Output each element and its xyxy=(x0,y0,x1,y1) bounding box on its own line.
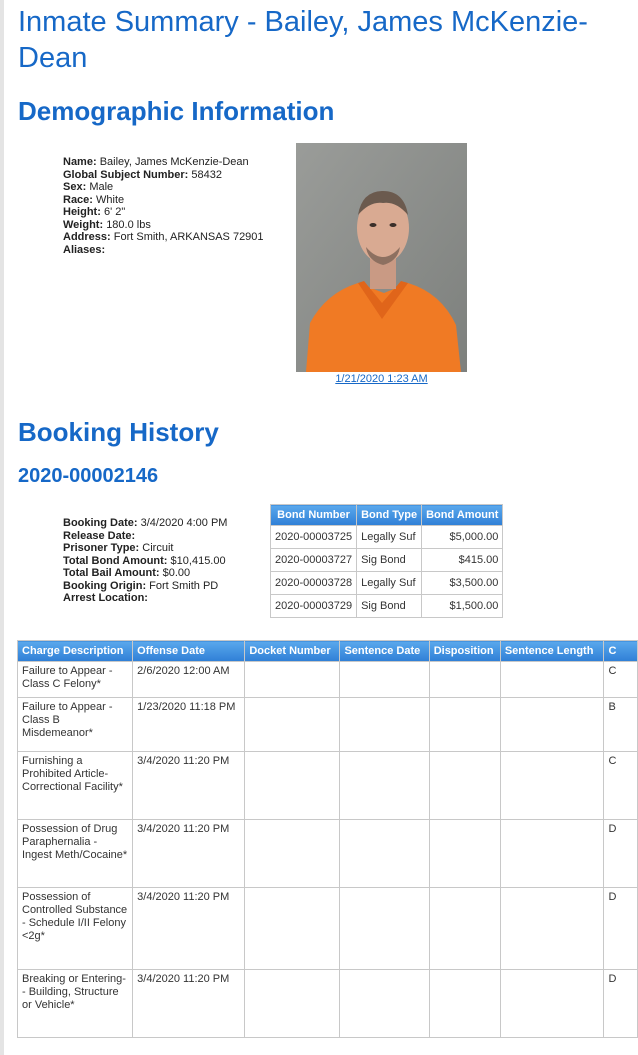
charge-row xyxy=(18,662,638,698)
bond-cell: 2020-00003725 xyxy=(271,526,357,549)
charge-column-header[interactable]: Disposition xyxy=(429,641,500,662)
charge-cell: D xyxy=(604,820,638,888)
booking-field xyxy=(63,555,227,568)
charge-column-header[interactable]: C xyxy=(604,641,638,662)
booking-field-label: Arrest Location: xyxy=(63,592,148,604)
charge-cell xyxy=(245,888,340,970)
bond-cell: $3,500.00 xyxy=(422,572,503,595)
charge-cell xyxy=(429,820,500,888)
bond-cell: Legally Suf xyxy=(357,526,422,549)
charge-cell: 3/4/2020 11:20 PM xyxy=(133,752,245,820)
booking-field-label: Booking Date: xyxy=(63,517,138,529)
booking-field-value: Fort Smith PD xyxy=(149,579,219,592)
charge-cell: C xyxy=(604,662,638,698)
charge-table-header xyxy=(18,641,638,662)
booking-field-label: Prisoner Type: xyxy=(63,542,140,554)
bond-cell: Sig Bond xyxy=(357,549,422,572)
booking-field-label: Booking Origin: xyxy=(63,579,147,592)
photo-date-link[interactable]: 1/21/2020 1:23 AM xyxy=(335,373,428,385)
charge-cell: Breaking or Entering- - Building, Structure or Vehicle* xyxy=(18,970,133,1038)
charge-cell: Possession of Drug Paraphernalia - Ingest Meth/Cocaine* xyxy=(18,820,133,888)
booking-history-heading: Booking History xyxy=(18,417,219,447)
demographic-field-label: Sex: xyxy=(63,181,87,193)
booking-field xyxy=(63,542,227,555)
demographic-field-value: Fort Smith, ARKANSAS 72901 xyxy=(113,231,264,243)
charge-cell: 3/4/2020 11:20 PM xyxy=(133,970,245,1038)
charge-cell xyxy=(500,970,604,1038)
booking-field xyxy=(63,580,227,593)
charge-cell xyxy=(340,698,429,752)
booking-field-value: Circuit xyxy=(142,542,174,554)
demographic-field-value: 58432 xyxy=(191,168,222,181)
charge-row xyxy=(18,888,638,970)
booking-field-label: Total Bail Amount: xyxy=(63,567,160,579)
demographic-field xyxy=(63,231,264,244)
demographic-field xyxy=(63,206,264,219)
charge-cell xyxy=(340,752,429,820)
mugshot-image xyxy=(296,143,467,372)
charge-column-header[interactable]: Docket Number xyxy=(245,641,340,662)
charge-row xyxy=(18,752,638,820)
booking-field-value: $0.00 xyxy=(162,567,191,579)
charge-cell xyxy=(245,820,340,888)
booking-field-label: Total Bond Amount: xyxy=(63,554,168,567)
demographic-field-label: Global Subject Number: xyxy=(63,168,189,181)
charge-cell xyxy=(245,970,340,1038)
page-title: Inmate Summary - Bailey, James McKenzie-Dean xyxy=(18,6,588,74)
booking-field-value: 3/4/2020 4:00 PM xyxy=(140,517,228,529)
charge-cell: Furnishing a Prohibited Article- Correctional Facility* xyxy=(18,752,133,820)
charge-cell xyxy=(245,662,340,698)
charge-cell xyxy=(429,970,500,1038)
charge-cell xyxy=(429,662,500,698)
booking-number: 2020-00002146 xyxy=(18,465,159,487)
bond-row xyxy=(271,526,503,549)
charge-cell xyxy=(429,698,500,752)
bond-row xyxy=(271,549,503,572)
charge-row xyxy=(18,820,638,888)
demographic-field xyxy=(63,169,264,182)
demographic-field-label: Address: xyxy=(63,231,111,243)
charge-row xyxy=(18,698,638,752)
charge-column-header[interactable]: Offense Date xyxy=(133,641,245,662)
bond-row xyxy=(271,595,503,618)
charge-row xyxy=(18,970,638,1038)
demographic-info xyxy=(63,156,264,256)
booking-field-label: Release Date: xyxy=(63,529,136,542)
booking-field xyxy=(63,517,227,530)
booking-info xyxy=(63,517,227,605)
demographic-field xyxy=(63,156,264,169)
charge-cell: Failure to Appear - Class B Misdemeanor* xyxy=(18,698,133,752)
charge-cell: 3/4/2020 11:20 PM xyxy=(133,820,245,888)
demographic-field-label: Aliases: xyxy=(63,243,106,256)
demographic-field xyxy=(63,181,264,194)
charge-cell: D xyxy=(604,970,638,1038)
charge-cell xyxy=(500,698,604,752)
charge-cell xyxy=(340,888,429,970)
charge-cell xyxy=(340,820,429,888)
charge-cell: Possession of Controlled Substance - Schedule I/II Felony <2g* xyxy=(18,888,133,970)
charge-cell xyxy=(245,752,340,820)
charge-cell: 2/6/2020 12:00 AM xyxy=(133,662,245,698)
bond-table-header xyxy=(271,505,503,526)
demographic-field-value: 6' 2" xyxy=(103,206,126,218)
bond-row xyxy=(271,572,503,595)
demographic-field xyxy=(63,194,264,207)
bond-cell: 2020-00003729 xyxy=(271,595,357,618)
charge-cell xyxy=(500,662,604,698)
bond-cell: Legally Suf xyxy=(357,572,422,595)
charge-cell: D xyxy=(604,888,638,970)
charge-table xyxy=(17,640,638,1038)
bond-column-header[interactable]: Bond Number xyxy=(271,505,357,526)
demographic-field-value: Bailey, James McKenzie-Dean xyxy=(99,156,249,168)
charge-cell xyxy=(340,970,429,1038)
charge-cell: B xyxy=(604,698,638,752)
demographic-field-value: 180.0 lbs xyxy=(106,218,151,231)
charge-cell xyxy=(500,752,604,820)
bond-cell: $1,500.00 xyxy=(422,595,503,618)
booking-field-value: $10,415.00 xyxy=(170,554,226,567)
bond-cell: $415.00 xyxy=(422,549,503,572)
charge-cell: Failure to Appear - Class C Felony* xyxy=(18,662,133,698)
bond-cell: 2020-00003728 xyxy=(271,572,357,595)
bond-cell: $5,000.00 xyxy=(422,526,503,549)
charge-column-header[interactable]: Charge Description xyxy=(18,641,133,662)
demographic-field-label: Height: xyxy=(63,206,101,218)
charge-cell xyxy=(245,698,340,752)
demographic-field-label: Weight: xyxy=(63,218,104,231)
charge-column-header[interactable]: Sentence Date xyxy=(340,641,429,662)
demographic-heading: Demographic Information xyxy=(18,96,335,126)
charge-cell: 3/4/2020 11:20 PM xyxy=(133,888,245,970)
demographic-field-label: Race: xyxy=(63,193,93,206)
charge-column-header[interactable]: Sentence Length xyxy=(500,641,604,662)
charge-cell xyxy=(429,752,500,820)
left-border xyxy=(0,0,4,1055)
demographic-field xyxy=(63,219,264,232)
bond-cell: Sig Bond xyxy=(357,595,422,618)
demographic-field-label: Name: xyxy=(63,156,97,168)
bond-column-header[interactable]: Bond Amount xyxy=(422,505,503,526)
booking-field xyxy=(63,530,227,543)
demographic-field-value: White xyxy=(96,193,125,206)
charge-cell xyxy=(429,888,500,970)
charge-cell: C xyxy=(604,752,638,820)
charge-cell xyxy=(340,662,429,698)
charge-cell: 1/23/2020 11:18 PM xyxy=(133,698,245,752)
charge-cell xyxy=(500,820,604,888)
bond-column-header[interactable]: Bond Type xyxy=(357,505,422,526)
booking-field xyxy=(63,567,227,580)
charge-cell xyxy=(500,888,604,970)
mugshot-photo[interactable] xyxy=(296,143,467,372)
bond-cell: 2020-00003727 xyxy=(271,549,357,572)
booking-field xyxy=(63,592,227,605)
bond-table xyxy=(270,504,503,618)
demographic-field xyxy=(63,244,264,257)
demographic-field-value: Male xyxy=(89,181,114,193)
